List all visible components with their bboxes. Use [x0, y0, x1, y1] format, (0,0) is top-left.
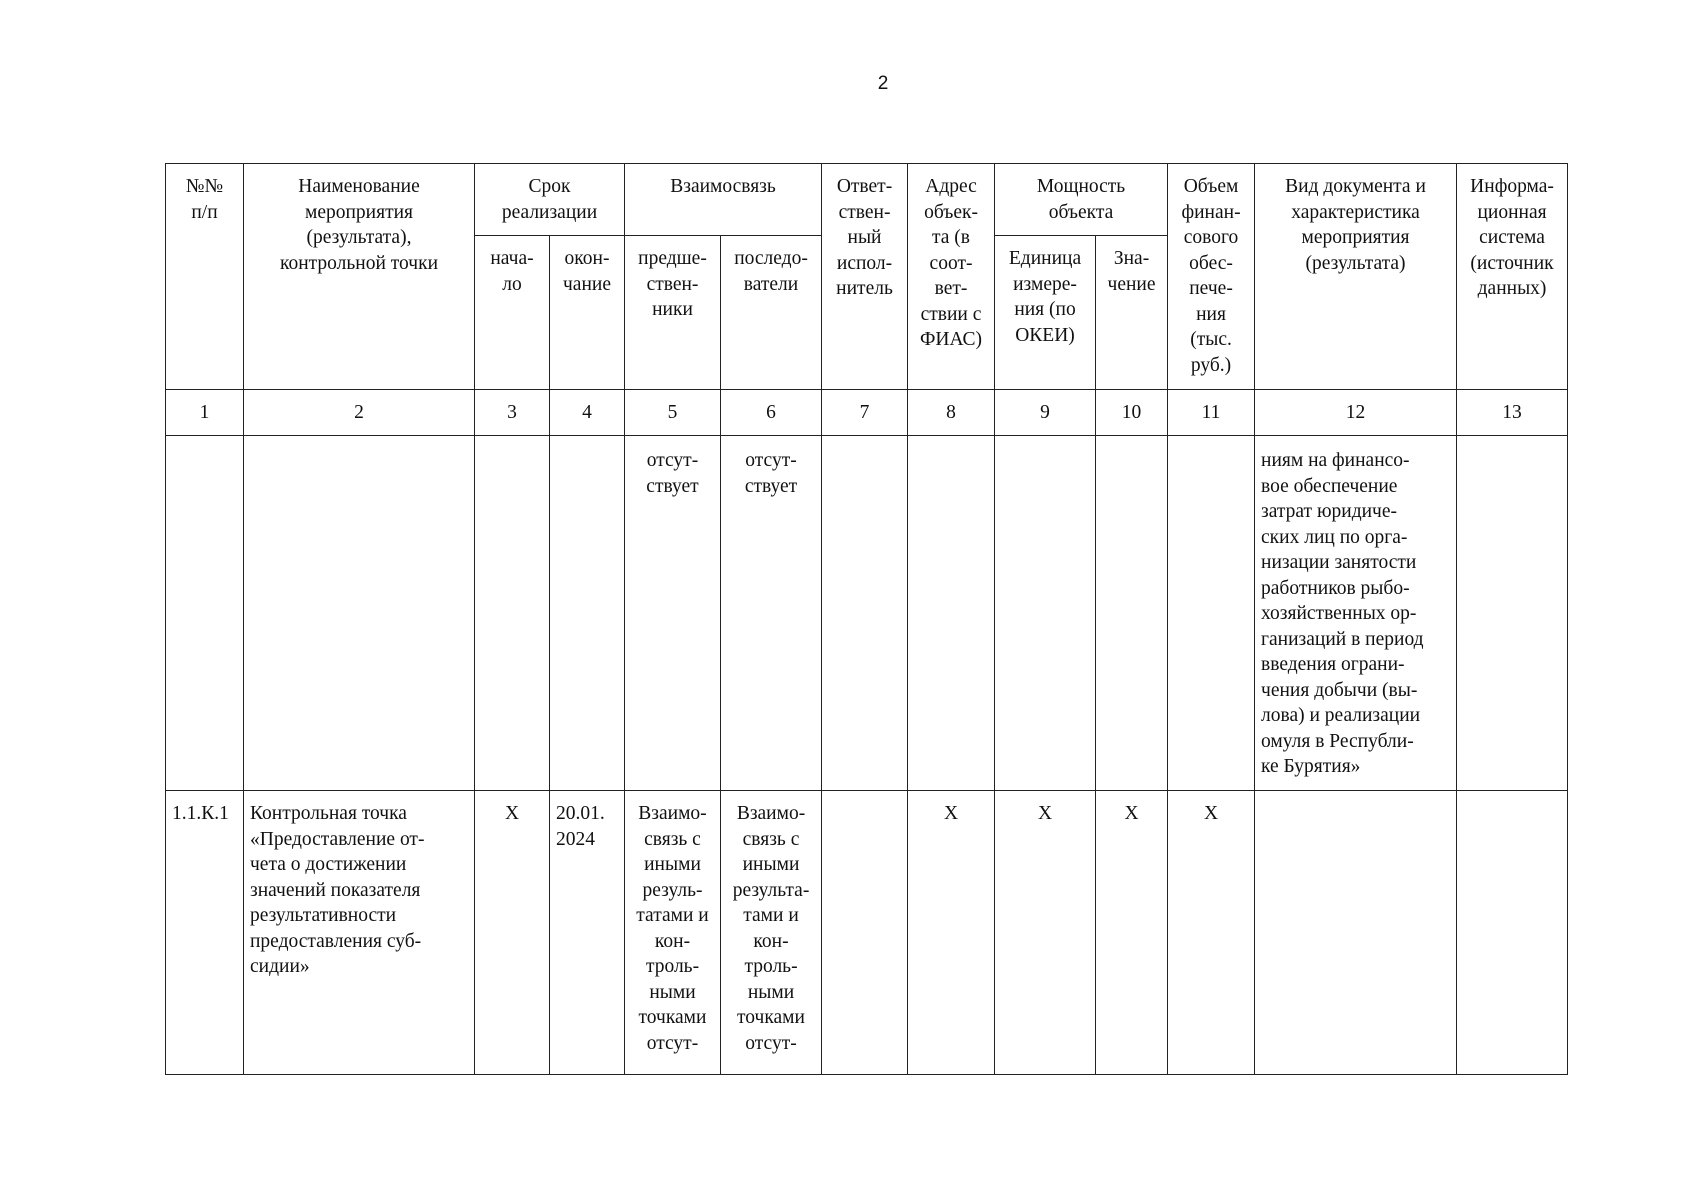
column-number: 4	[550, 390, 625, 436]
header-predshestvenniki: предше- ствен- ники	[625, 236, 721, 390]
cell-empty	[166, 436, 244, 791]
cell-empty	[550, 436, 625, 791]
cell-nachalo: X	[475, 791, 550, 1075]
column-number: 6	[721, 390, 822, 436]
header-otvetstvenny: Ответ- ствен- ный испол- нитель	[822, 164, 908, 390]
column-number: 8	[908, 390, 995, 436]
header-posledovateli: последо- ватели	[721, 236, 822, 390]
header-edinica: Единица измере- ния (по ОКЕИ)	[995, 236, 1096, 390]
cell-empty	[822, 791, 908, 1075]
cell-empty	[1255, 791, 1457, 1075]
table-row-control-point	[166, 791, 1568, 1075]
cell-znachenie: X	[1096, 791, 1168, 1075]
table-row-continuation	[166, 436, 1568, 791]
header-nachalo: нача- ло	[475, 236, 550, 390]
cell-predshestvenniki: отсут- ствует	[625, 436, 721, 791]
column-number: 3	[475, 390, 550, 436]
header-adres: Адрес объек- та (в соот- вет- ствии с ФИАС)	[908, 164, 995, 390]
header-vid: Вид документа и характеристика мероприятия (результата)	[1255, 164, 1457, 390]
cell-empty	[475, 436, 550, 791]
column-numbers-row	[166, 390, 1568, 436]
cell-posledovateli: Взаимо- связь с иными результа- тами и кон- троль- ными точками отсут-	[721, 791, 822, 1075]
cell-empty	[908, 436, 995, 791]
plan-table	[165, 163, 1568, 1075]
cell-empty	[995, 436, 1096, 791]
cell-empty	[1457, 791, 1568, 1075]
cell-okonchanie: 20.01. 2024	[550, 791, 625, 1075]
header-info: Информа- ционная система (источник данных)	[1457, 164, 1568, 390]
cell-vid: ниям на финансо- вое обеспечение затрат юридиче- ских лиц по орга- низации занятости работников рыбо- хозяйственных ор- ганизаций в период введения ограни- чения добычи (вы- лова) и реализации омуля в Республи- ке Бурятия»	[1255, 436, 1457, 791]
header-moshchnost: Мощность объекта	[995, 164, 1168, 236]
column-number: 12	[1255, 390, 1457, 436]
column-number: 13	[1457, 390, 1568, 436]
cell-edinica: X	[995, 791, 1096, 1075]
cell-name: Контрольная точка «Предоставление от- чета о достижении значений показателя результативности предоставления суб- сидии»	[244, 791, 475, 1075]
header-srok: Срок реализации	[475, 164, 625, 236]
column-number: 5	[625, 390, 721, 436]
column-number: 11	[1168, 390, 1255, 436]
cell-posledovateli: отсут- ствует	[721, 436, 822, 791]
header-vzaimosvyaz: Взаимосвязь	[625, 164, 822, 236]
page-number: 2	[877, 73, 889, 94]
header-row-1	[166, 164, 1568, 236]
header-znachenie: Зна- чение	[1096, 236, 1168, 390]
header-name: Наименование мероприятия (результата), контрольной точки	[244, 164, 475, 390]
header-num: №№ п/п	[166, 164, 244, 390]
cell-empty	[244, 436, 475, 791]
cell-empty	[1096, 436, 1168, 791]
header-obem: Объем финан- сового обес- пече- ния (тыс. руб.)	[1168, 164, 1255, 390]
cell-empty	[822, 436, 908, 791]
column-number: 7	[822, 390, 908, 436]
column-number: 1	[166, 390, 244, 436]
header-okonchanie: окон- чание	[550, 236, 625, 390]
column-number: 10	[1096, 390, 1168, 436]
cell-id: 1.1.К.1	[166, 791, 244, 1075]
column-number: 2	[244, 390, 475, 436]
cell-adres: X	[908, 791, 995, 1075]
cell-empty	[1457, 436, 1568, 791]
column-number: 9	[995, 390, 1096, 436]
cell-predshestvenniki: Взаимо- связь с иными резуль- татами и кон- троль- ными точками отсут-	[625, 791, 721, 1075]
cell-empty	[1168, 436, 1255, 791]
cell-obem: X	[1168, 791, 1255, 1075]
